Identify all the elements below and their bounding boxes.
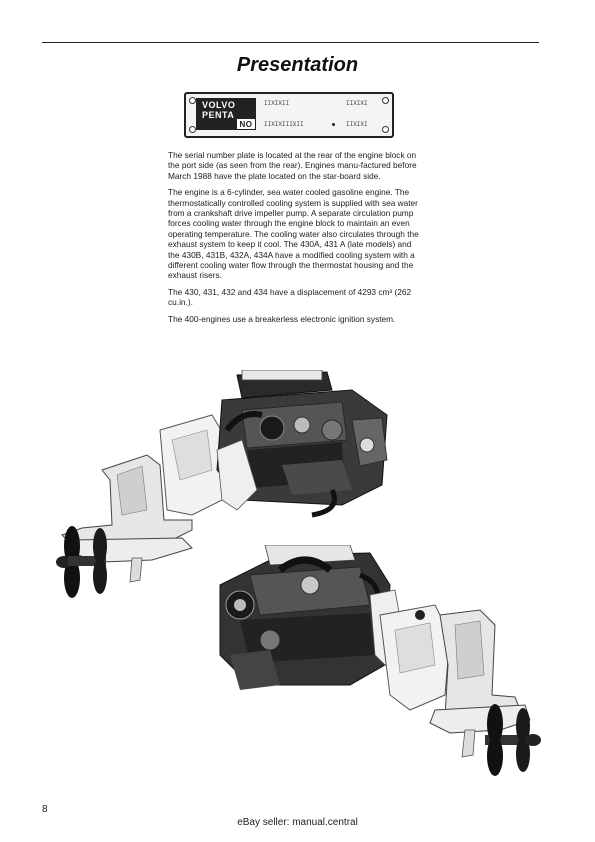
paragraph-displacement: The 430, 431, 432 and 434 have a displacement of 4293 cm³ (262 cu.in.).: [168, 286, 412, 308]
plate-no-label: NO: [236, 118, 256, 130]
rivet-hole: [189, 126, 196, 133]
paragraph-engine-description: The engine is a 6-cylinder, sea water cooled gasoline engine. The thermostatically controlled cooling system is supplied with sea water from a crankshaft drive impeller pump. A separate circulation pump forces cooling water through the engine block to maintain an even operating temperature. The cooling water also circulates through the exhaust system to keep it cool. The 430A, 431 A (late models) and the 430B, 431B, 432A, 434A have a modified cooling system with a different cooling water flow through the thermostat housing and the exhaust risers.: [168, 187, 419, 281]
logo-line-1: VOLVO: [202, 100, 236, 110]
rivet-hole: [382, 97, 389, 104]
rivet-hole: [189, 97, 196, 104]
body-text: [168, 150, 424, 330]
plate-field-mark: ΙΙΧΙΧΙΙ: [264, 100, 290, 107]
footer-text: eBay seller: manual.central: [237, 817, 358, 828]
header-rule: [42, 42, 539, 43]
engine-photo-lower: [210, 545, 550, 785]
plate-field-mark: ΙΙΧΙΧΙΙΙΧΙΙ: [264, 121, 304, 128]
paragraph-ignition: The 400-engines use a breakerless electronic ignition system.: [168, 313, 396, 324]
volvo-penta-logo: [196, 98, 256, 130]
paragraph-serial-plate: The serial number plate is located at the rear of the engine block on the port side (as seen from the rear). Engines manu-factured before March 1988 have the plate located on the star-board side.: [168, 150, 417, 181]
logo-line-2: PENTA: [202, 110, 235, 120]
plate-field-mark: ΙΙΧΙΧΙ: [346, 100, 368, 107]
plate-field-mark: ΙΙΧΙΧΙ: [346, 121, 368, 128]
plate-dot: [332, 123, 335, 126]
rivet-hole: [382, 126, 389, 133]
serial-number-plate-image: [184, 92, 394, 138]
page-number: 8: [42, 804, 48, 815]
page-title: Presentation: [236, 54, 359, 76]
